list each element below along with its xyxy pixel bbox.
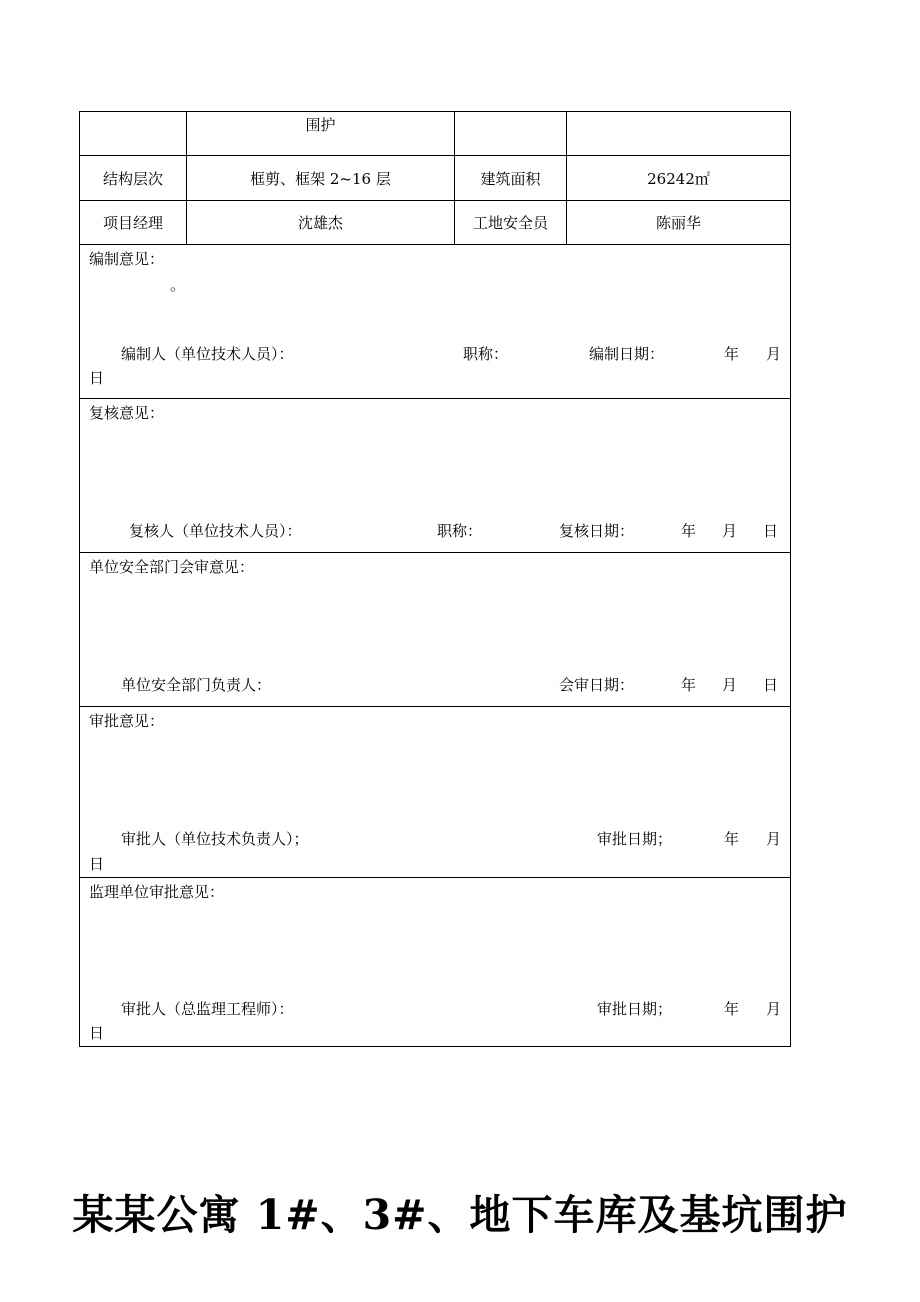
value-site-safety-officer: 陈丽华 (567, 201, 791, 245)
value-structure-level: 框剪、框架 2~16 层 (187, 156, 455, 201)
cell-empty (455, 112, 567, 156)
safety-section (80, 553, 791, 707)
compile-month: 月 (766, 345, 782, 363)
project-heading: 某某公寓 1#、3#、地下车库及基坑围护 (72, 1191, 848, 1239)
compile-post-label: 职称： (463, 345, 509, 363)
approve-day: 日 (89, 855, 105, 873)
label-structure-level: 结构层次 (80, 156, 187, 201)
compile-date-label: 编制日期： (589, 345, 665, 363)
table-row (80, 112, 791, 156)
safety-year: 年 (681, 676, 697, 694)
supervisor-title: 监理单位审批意见： (89, 883, 225, 901)
cell-empty (80, 112, 187, 156)
review-section (80, 399, 791, 553)
safety-date-label: 会审日期： (559, 676, 635, 694)
supervisor-date-label: 审批日期； (597, 1000, 673, 1018)
approve-person-label: 审批人（单位技术负责人）； (121, 830, 309, 848)
table-row (80, 201, 791, 245)
review-date-label: 复核日期： (559, 522, 635, 540)
compile-mark: 。 (170, 276, 186, 294)
compile-title: 编制意见： (89, 250, 165, 268)
review-day: 日 (763, 522, 779, 540)
compile-year: 年 (724, 345, 740, 363)
supervisor-month: 月 (766, 1000, 782, 1018)
safety-person-label: 单位安全部门负责人： (121, 676, 272, 694)
value-building-area: 26242㎡ (567, 156, 791, 201)
cell-empty (567, 112, 791, 156)
label-project-manager: 项目经理 (80, 201, 187, 245)
safety-title: 单位安全部门会审意见： (89, 558, 255, 576)
compile-day: 日 (89, 369, 105, 387)
approve-year: 年 (724, 830, 740, 848)
supervisor-section (80, 878, 791, 1047)
approve-date-label: 审批日期； (597, 830, 673, 848)
safety-day: 日 (763, 676, 779, 694)
review-month: 月 (722, 522, 738, 540)
table-row (80, 156, 791, 201)
review-person-label: 复核人（单位技术人员）： (129, 522, 302, 540)
review-year: 年 (681, 522, 697, 540)
compile-section (80, 245, 791, 399)
approve-section (80, 707, 791, 878)
value-project-manager: 沈雄杰 (187, 201, 455, 245)
supervisor-year: 年 (724, 1000, 740, 1018)
approve-month: 月 (766, 830, 782, 848)
supervisor-day: 日 (89, 1024, 105, 1042)
review-title: 复核意见： (89, 404, 165, 422)
label-site-safety-officer: 工地安全员 (455, 201, 567, 245)
label-building-area: 建筑面积 (455, 156, 567, 201)
supervisor-person-label: 审批人（总监理工程师）： (121, 1000, 294, 1018)
cell-project-scope (187, 112, 455, 156)
approval-form-table (79, 111, 791, 1047)
project-scope-text: 围护 (305, 116, 336, 134)
safety-month: 月 (722, 676, 738, 694)
review-post-label: 职称： (437, 522, 483, 540)
approve-title: 审批意见： (89, 712, 165, 730)
compile-person-label: 编制人（单位技术人员）： (121, 345, 294, 363)
